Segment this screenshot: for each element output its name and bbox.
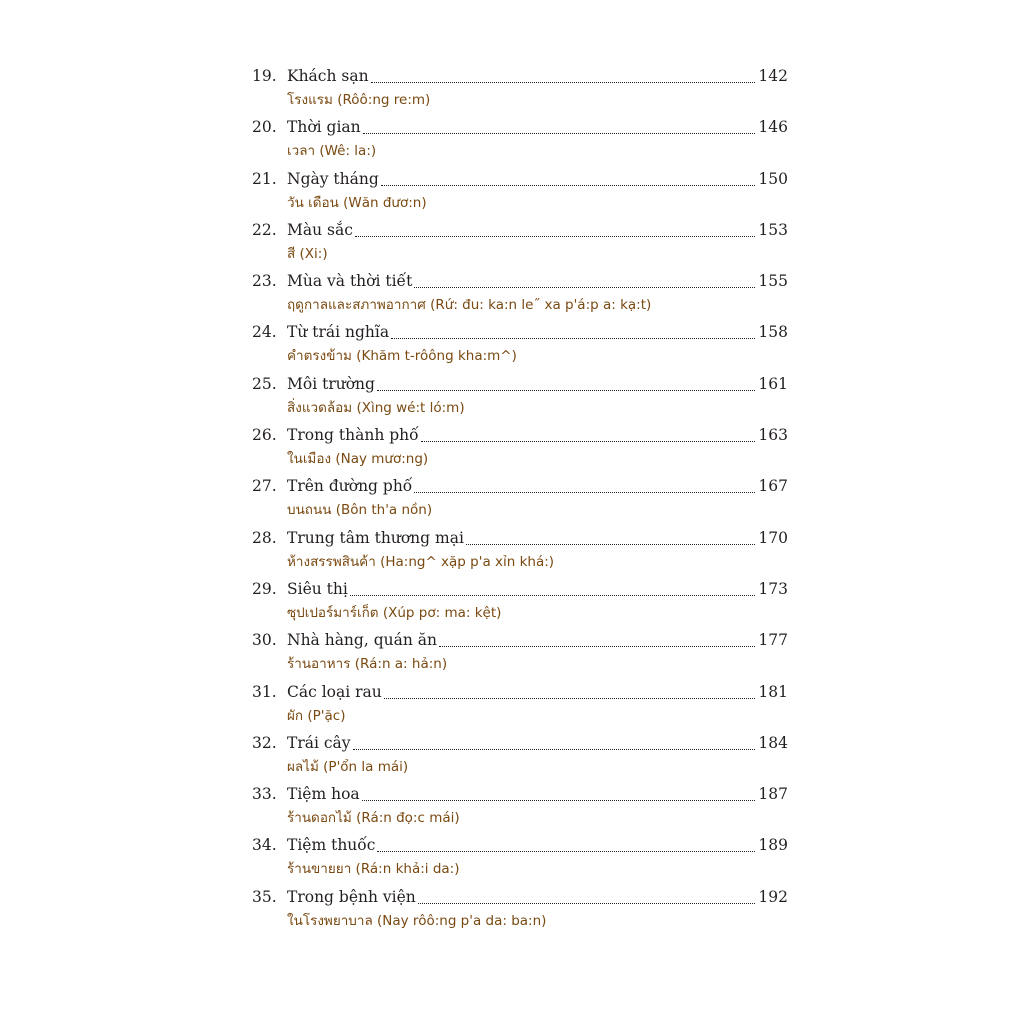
entry-translation: ร้านขายยา (Rá:n khả:i da:) [287,861,460,878]
entry-translation: ในเมือง (Nay mươ:ng) [287,451,429,468]
page-number: 187 [758,785,788,804]
entry-title: Khách sạn [287,67,369,85]
entry-translation: สิ่งแวดล้อม (Xìng wé:t ló:m) [287,399,465,416]
toc-entry [252,165,788,216]
entry-translation: โรงแรม (Rôô:ng re:m) [287,92,431,108]
dot-leader [353,731,756,750]
page-number: 150 [758,169,788,188]
entry-line [252,216,788,242]
entry-title: Trong bệnh viện [287,887,416,906]
entry-title: Trái cây [287,733,351,752]
entry-number: 34. [252,836,277,855]
dot-leader [363,115,756,134]
dot-leader [421,423,756,442]
page-number: 189 [758,836,788,855]
entry-line [252,831,788,857]
dot-leader [381,167,756,186]
entry-number: 35. [252,887,277,906]
entry-title: Siêu thị [287,579,348,598]
entry-translation: ห้างสรรพสินค้า (Ha:ng^ xặp p'a xỉn khá:) [287,553,555,570]
toc-entry [252,780,788,831]
entry-translation: ในโรงพยาบาล (Nay rôô:ng p'a da: ba:n) [287,912,547,929]
toc-entry [252,267,788,318]
page-number: 161 [758,374,788,393]
table-of-contents [252,62,788,934]
toc-entry [252,575,788,626]
entry-title: Thời gian [287,118,361,137]
page-number: 170 [758,528,788,547]
entry-title: Từ trái nghĩa [287,323,390,342]
entry-number: 26. [252,426,277,445]
entry-number: 19. [252,67,277,85]
entry-number: 20. [252,118,277,137]
page-number: 153 [758,220,788,239]
entry-line [252,780,788,806]
entry-translation: ผลไม้ (P'ổn la mái) [287,758,409,775]
entry-line [252,370,788,396]
toc-entry [252,729,788,780]
entry-number: 21. [252,169,277,188]
entry-translation: สี (Xi:) [287,245,328,262]
page-number: 184 [758,733,788,752]
entry-line [252,883,788,909]
entry-line [252,62,788,88]
entry-translation: ซุปเปอร์มาร์เก็ต (Xúp pơ: ma: kệt) [287,604,502,621]
toc-entry [252,62,788,113]
toc-entry [252,678,788,729]
toc-entry [252,421,788,472]
entry-number: 29. [252,579,277,598]
entry-title: Nhà hàng, quán ăn [287,631,437,650]
entry-number: 22. [252,220,277,239]
toc-entry [252,883,788,934]
entry-line [252,318,788,344]
entry-line [252,472,788,498]
entry-number: 33. [252,785,277,804]
dot-leader [391,320,755,339]
entry-title: Trong thành phố [287,426,419,445]
entry-title: Trung tâm thương mại [287,528,464,547]
entry-line [252,678,788,704]
toc-entry [252,113,788,164]
entry-translation: ร้านอาหาร (Rá:n a: hả:n) [287,656,448,673]
entry-line [252,267,788,293]
entry-line [252,626,788,652]
entry-line [252,524,788,550]
entry-line [252,165,788,191]
toc-entry [252,472,788,523]
dot-leader [362,782,756,801]
entry-title: Các loại rau [287,682,382,701]
page-number: 146 [758,118,788,137]
dot-leader [414,269,755,288]
entry-title: Mùa và thời tiết [287,272,413,291]
entry-translation: ร้านดอกไม้ (Rá:n đọ:c mái) [287,810,460,827]
toc-entry [252,216,788,267]
page-number: 192 [758,887,788,906]
page-number: 177 [758,631,788,650]
entry-title: Màu sắc [287,220,353,239]
entry-title: Tiệm hoa [287,785,360,804]
dot-leader [371,64,756,83]
dot-leader [384,680,756,699]
page-number: 142 [758,67,788,85]
entry-translation: บนถนน (Bôn th'a nồn) [287,502,433,519]
page-number: 155 [758,272,788,291]
toc-entry [252,318,788,369]
entry-translation: คำตรงข้าม (Khăm t-rôông kha:m^) [287,348,517,365]
toc-entry [252,831,788,882]
entry-translation: ฤดูกาลและสภาพอากาศ (Rứ: đu: ka:n le˝ xa p'á:p a: kạ:t) [287,297,652,314]
entry-title: Ngày tháng [287,169,379,188]
page-number: 167 [758,477,788,496]
entry-line [252,729,788,755]
entry-number: 24. [252,323,277,342]
dot-leader [350,577,756,596]
toc-entry [252,524,788,575]
page-number: 173 [758,579,788,598]
dot-leader [377,372,755,391]
entry-title: Trên đường phố [287,477,413,496]
entry-line [252,113,788,139]
page-number: 181 [758,682,788,701]
dot-leader [466,526,755,545]
page-number: 158 [758,323,788,342]
toc-entry [252,370,788,421]
dot-leader [355,218,756,237]
entry-line [252,575,788,601]
entry-translation: ผัก (P'ặc) [287,707,346,724]
page-number: 163 [758,426,788,445]
entry-title: Tiệm thuốc [287,836,376,855]
entry-line [252,421,788,447]
entry-number: 23. [252,272,277,291]
entry-title: Môi trường [287,374,375,393]
entry-translation: เวลา (Wê: la:) [287,143,377,160]
dot-leader [414,474,755,493]
entry-number: 32. [252,733,277,752]
entry-number: 28. [252,528,277,547]
dot-leader [439,628,755,647]
dot-leader [418,885,756,904]
entry-number: 27. [252,477,277,496]
entry-number: 31. [252,682,277,701]
entry-translation: วัน เดือน (Wăn đươ:n) [287,194,427,211]
entry-number: 25. [252,374,277,393]
entry-number: 30. [252,631,277,650]
dot-leader [377,833,755,852]
toc-entry [252,626,788,677]
